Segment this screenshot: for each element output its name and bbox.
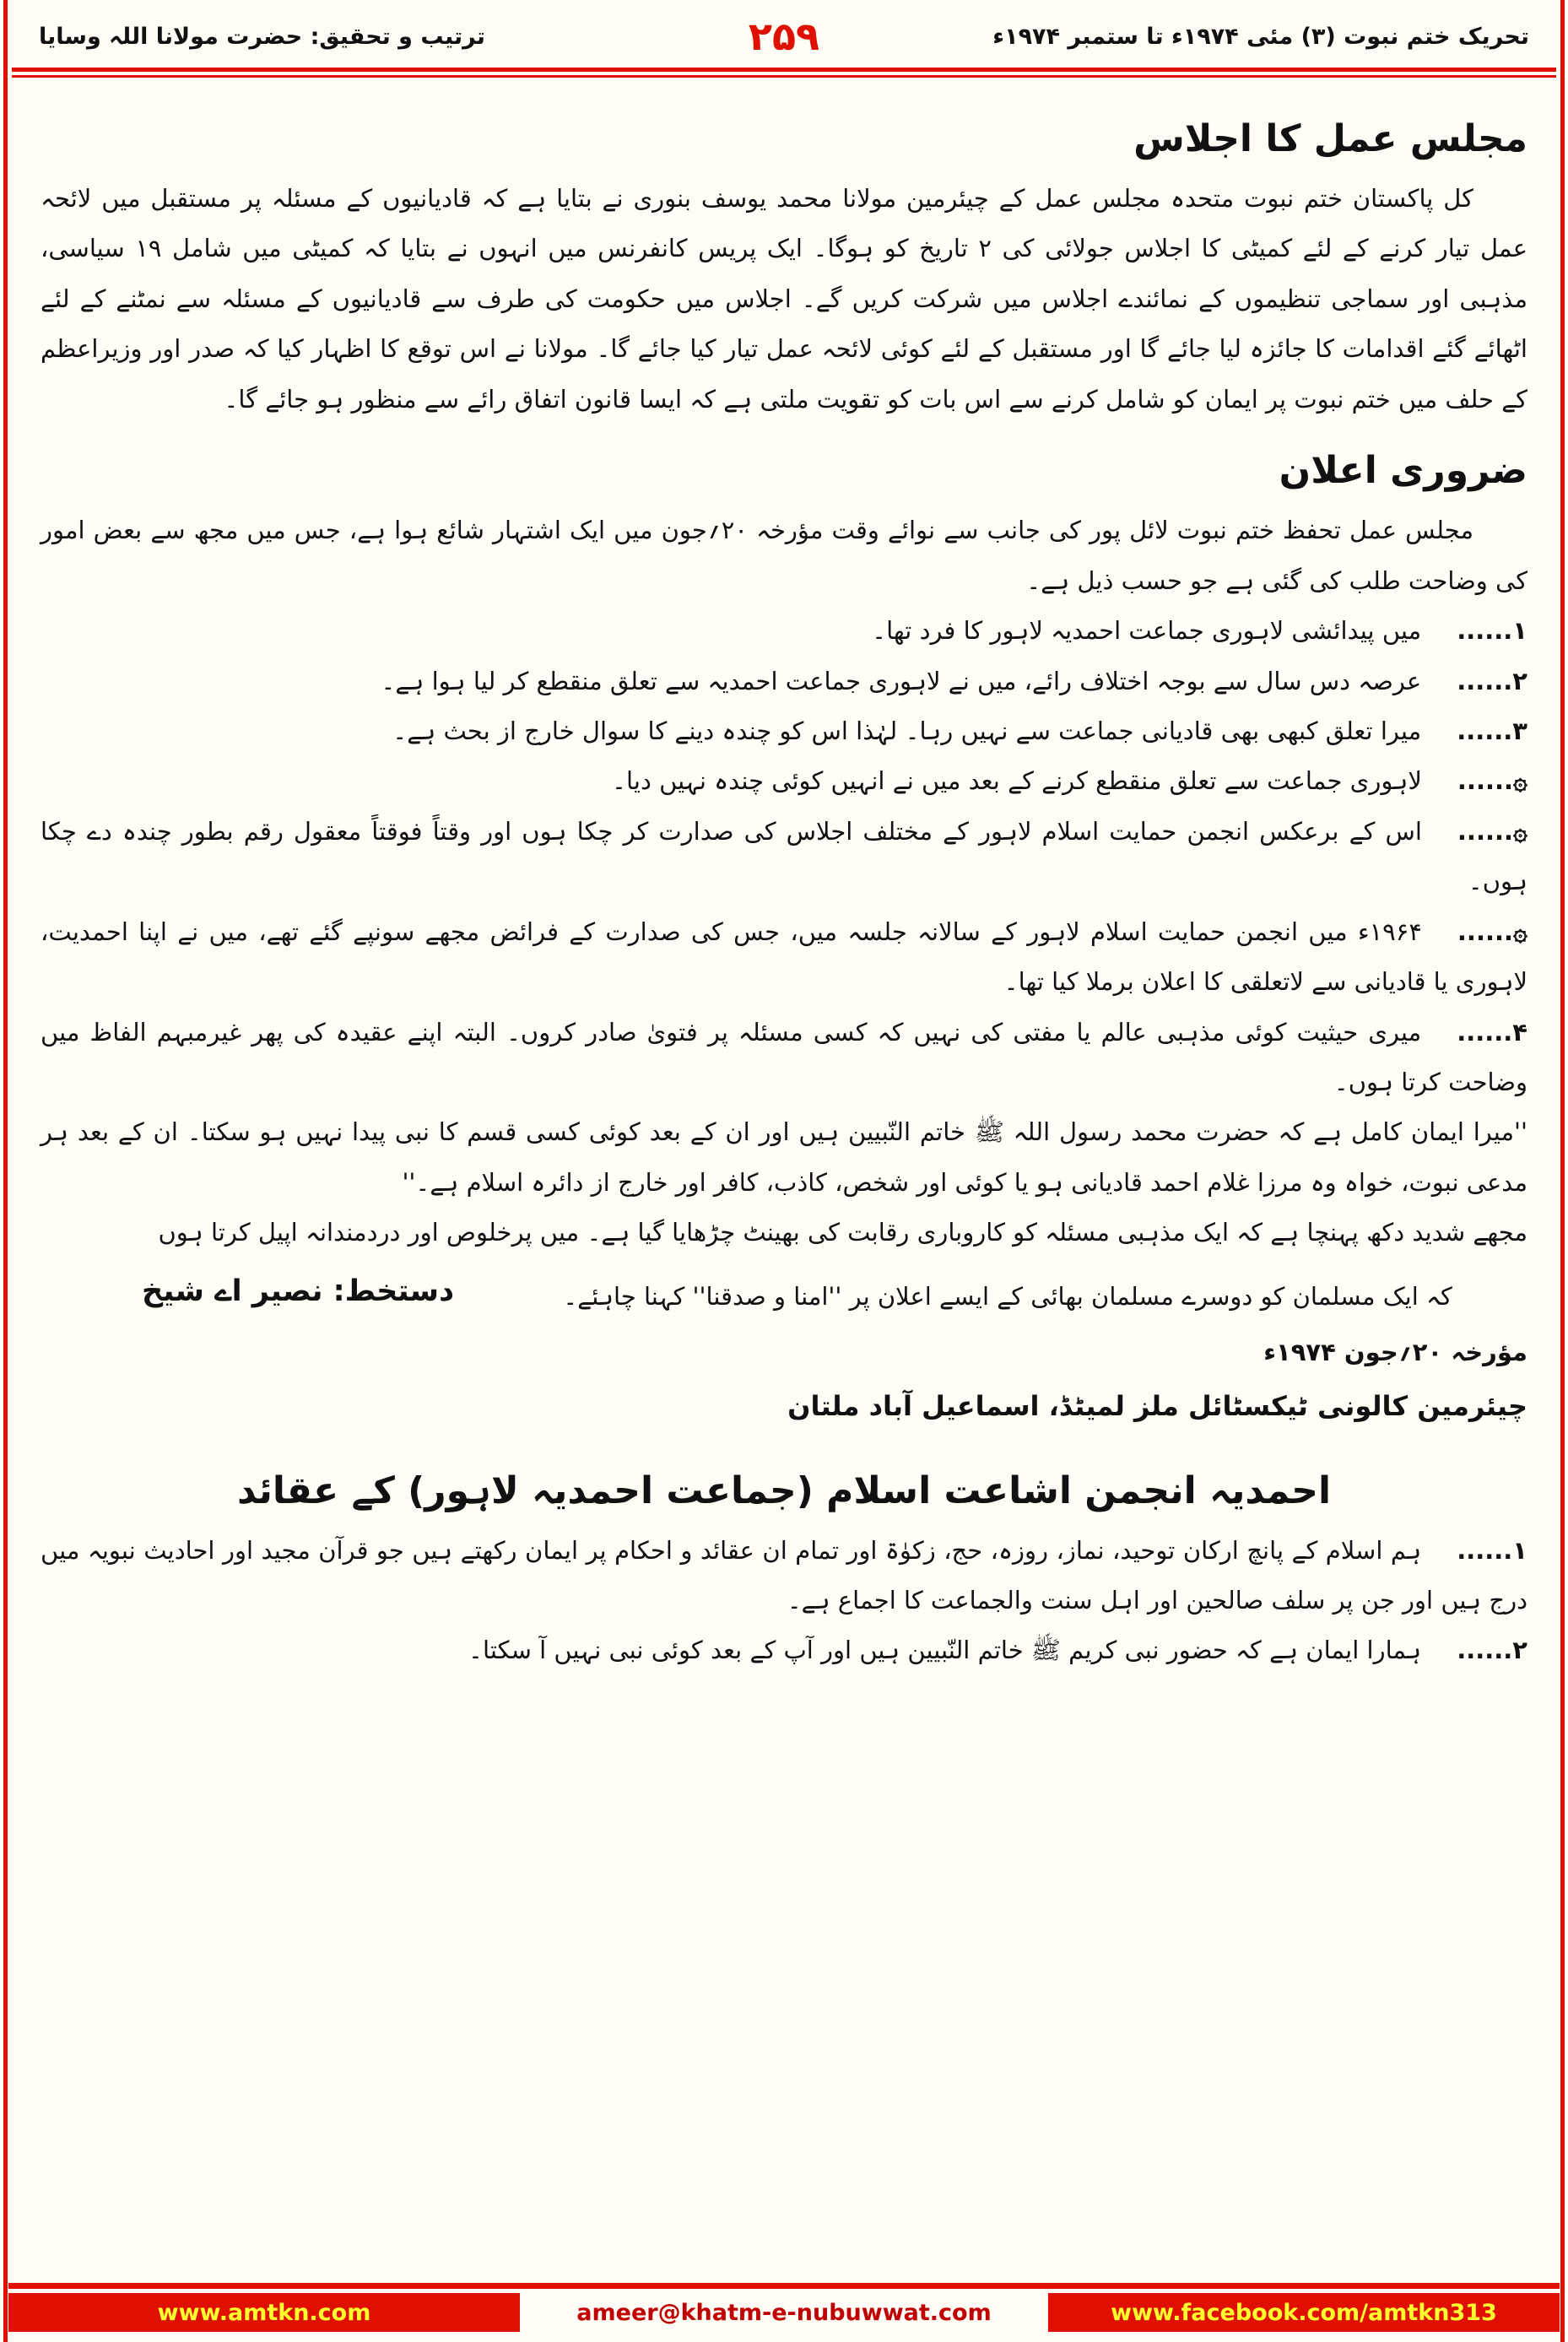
list-item-text: لاہوری جماعت سے تعلق منقطع کرنے کے بعد میں نے انہیں کوئی چندہ نہیں دیا۔: [612, 766, 1422, 796]
page-number: ۲۵۹: [748, 14, 820, 59]
email-link[interactable]: ameer@khatm-e-nubuwwat.com: [528, 2293, 1040, 2332]
facebook-link[interactable]: www.facebook.com/amtkn313: [1048, 2293, 1560, 2332]
list-item-text: میری حیثیت کوئی مذہبی عالم یا مفتی کی نہیں کہ کسی مسئلہ پر فتویٰ صادر کروں۔ البتہ اپنے عقیدہ کی پھر غیرمبہم الفاظ میں وضاحت کرتا ہوں۔: [41, 1017, 1527, 1096]
footer-divider-rule: [8, 2283, 1560, 2289]
list-item-text: میں پیدائشی لاہوری جماعت احمدیہ لاہور کا فرد تھا۔: [872, 616, 1422, 646]
left-margin-rule: [3, 0, 8, 2342]
list-item-text: میرا تعلق کبھی بھی قادیانی جماعت سے نہیں رہا۔ لہٰذا اس کو چندہ دینے کا سوال خارج از بحث ہے۔: [392, 716, 1422, 745]
list-item-marker: ۞......: [1457, 766, 1527, 796]
section-heading-aqaid: احمدیہ انجمن اشاعت اسلام (جماعت احمدیہ لاہور) کے عقائد: [236, 1468, 1332, 1512]
appeal-line1: مجھے شدید دکھ پہنچا ہے کہ ایک مذہبی مسئلہ کو کاروباری رقابت کی بھینٹ چڑھایا گیا ہے۔ میں پرخلوص اور دردمندانہ اپیل کرتا ہوں: [158, 1218, 1527, 1247]
aqaid-list-item: [41, 1526, 1527, 1626]
website-link[interactable]: www.amtkn.com: [8, 2293, 520, 2332]
signature: دستخط: نصیر اے شیخ: [142, 1274, 455, 1308]
list-item-marker: ۞......: [1457, 816, 1527, 846]
list-item-text: ہم اسلام کے پانچ ارکان توحید، نماز، روزہ، حج، زکوٰۃ اور تمام ان عقائد و احکام پر ایمان رکھتے ہیں جو قرآن مجید اور احادیث نبویہ میں درج ہیں اور جن پر سلف صالحین اور اہل سنت والجماعت کا اجماع ہے۔: [41, 1535, 1527, 1615]
list-item: [41, 706, 1527, 756]
list-item-marker: ۱......: [1457, 1535, 1527, 1565]
belief-quote: ''میرا ایمان کامل ہے کہ حضرت محمد رسول اللہ ﷺ خاتم النّبیین ہیں اور ان کے بعد کوئی کسی قسم کا نبی پیدا نہیں ہو سکتا۔ ان کے بعد ہر مدعی نبوت، خواہ وہ مرزا غلام احمد قادیانی ہو یا کوئی اور شخص، کاذب، کافر اور خارج از دائرہ اسلام ہے۔'': [41, 1117, 1527, 1197]
list-item-marker: ۴......: [1457, 1017, 1527, 1047]
list-item-marker: ۱......: [1457, 616, 1527, 646]
list-item-marker: ۞......: [1457, 917, 1527, 946]
appeal-line2: کہ ایک مسلمان کو دوسرے مسلمان بھائی کے ایسے اعلان پر ''امنا و صدقنا'' کہنا چاہئے۔: [563, 1282, 1452, 1312]
footer-links-row: [8, 2293, 1560, 2332]
right-margin-rule: [1560, 0, 1565, 2342]
compiler-credit: ترتیب و تحقیق: حضرت مولانا اللہ وسایا: [39, 23, 486, 50]
book-title: تحریک ختم نبوت (۳) مئی ۱۹۷۴ء تا ستمبر ۱۹۷۴ء: [992, 23, 1529, 50]
page-footer: [0, 2283, 1568, 2332]
header-divider-rule: [12, 68, 1556, 78]
section-heading-majlis-e-amal: مجلس عمل کا اجلاس: [1133, 117, 1527, 160]
list-item-marker: ۲......: [1457, 1636, 1527, 1665]
list-item: [41, 657, 1527, 706]
paragraph-majlis-e-amal: کل پاکستان ختم نبوت متحدہ مجلس عمل کے چیئرمین مولانا محمد یوسف بنوری نے بتایا ہے کہ قادیانیوں کے مسئلہ پر مستقبل میں لائحہ عمل تیار کرنے کے لئے کمیٹی کا اجلاس جولائی کی ۲ تاریخ کو ہوگا۔ ایک پریس کانفرنس میں انہوں نے بتایا کہ کمیٹی میں شامل ۱۹ سیاسی، مذہبی اور سماجی تنظیموں کے نمائندے اجلاس میں شرکت کریں گے۔ اجلاس میں حکومت کی طرف سے قادیانیوں کے مسئلہ سے نمٹنے کے لئے اٹھائے گئے اقدامات کا جائزہ لیا جائے گا اور مستقبل کے لئے کوئی لائحہ عمل تیار کیا جائے گا۔ مولانا نے اس توقع کا اظہار کیا کہ صدر اور وزیراعظم کے حلف میں ختم نبوت پر ایمان کو شامل کرنے سے اس بات کو تقویت ملتی ہے کہ ایسا قانون اتفاق رائے سے منظور ہو جائے گا۔: [41, 184, 1527, 414]
aqaid-list-item: [41, 1625, 1527, 1675]
list-item-text: اس کے برعکس انجمن حمایت اسلام لاہور کے مختلف اجلاس کی صدارت کر چکا ہوں اور وقتاً فوقتاً معقول رقم بطور چندہ دے چکا ہوں۔: [41, 816, 1527, 896]
list-item: [41, 606, 1527, 656]
chairman-line: چیئرمین کالونی ٹیکسٹائل ملز لمیٹڈ، اسماعیل آباد ملتان: [787, 1389, 1527, 1422]
page-header: [0, 0, 1568, 62]
list-item: [41, 756, 1527, 806]
list-item: [41, 807, 1527, 907]
list-item-marker: ۲......: [1457, 666, 1527, 695]
date-line: مؤرخہ ۲۰؍جون ۱۹۷۴ء: [1263, 1337, 1527, 1366]
list-item-marker: ۳......: [1457, 716, 1527, 745]
list-item-text: ہمارا ایمان ہے کہ حضور نبی کریم ﷺ خاتم النّبیین ہیں اور آپ کے بعد کوئی نبی نہیں آ سکتا۔: [468, 1636, 1422, 1665]
document-body: [0, 78, 1568, 1676]
appeal-signature-row: [41, 1262, 1527, 1322]
section-heading-zaroori-elaan: ضروری اعلان: [1279, 449, 1527, 493]
list-item-text: ۱۹۶۴ء میں انجمن حمایت اسلام لاہور کے سالانہ جلسہ میں، جس کی صدارت کے فرائض مجھے سونپے گئے تھے، میں نے اپنا احمدیت، لاہوری یا قادیانی سے لاتعلقی کا اعلان برملا کیا تھا۔: [41, 917, 1527, 997]
list-item-text: عرصہ دس سال سے بوجہ اختلاف رائے، میں نے لاہوری جماعت احمدیہ سے تعلق منقطع کر لیا ہوا ہے۔: [381, 666, 1422, 695]
list-item: [41, 1008, 1527, 1108]
list-item: [41, 907, 1527, 1008]
paragraph-zaroori-elaan: مجلس عمل تحفظ ختم نبوت لائل پور کی جانب سے نوائے وقت مؤرخہ ۲۰؍جون میں ایک اشتہار شائع ہوا ہے، جس میں مجھ سے بعض امور کی وضاحت طلب کی گئی ہے جو حسب ذیل ہے۔: [41, 516, 1527, 595]
